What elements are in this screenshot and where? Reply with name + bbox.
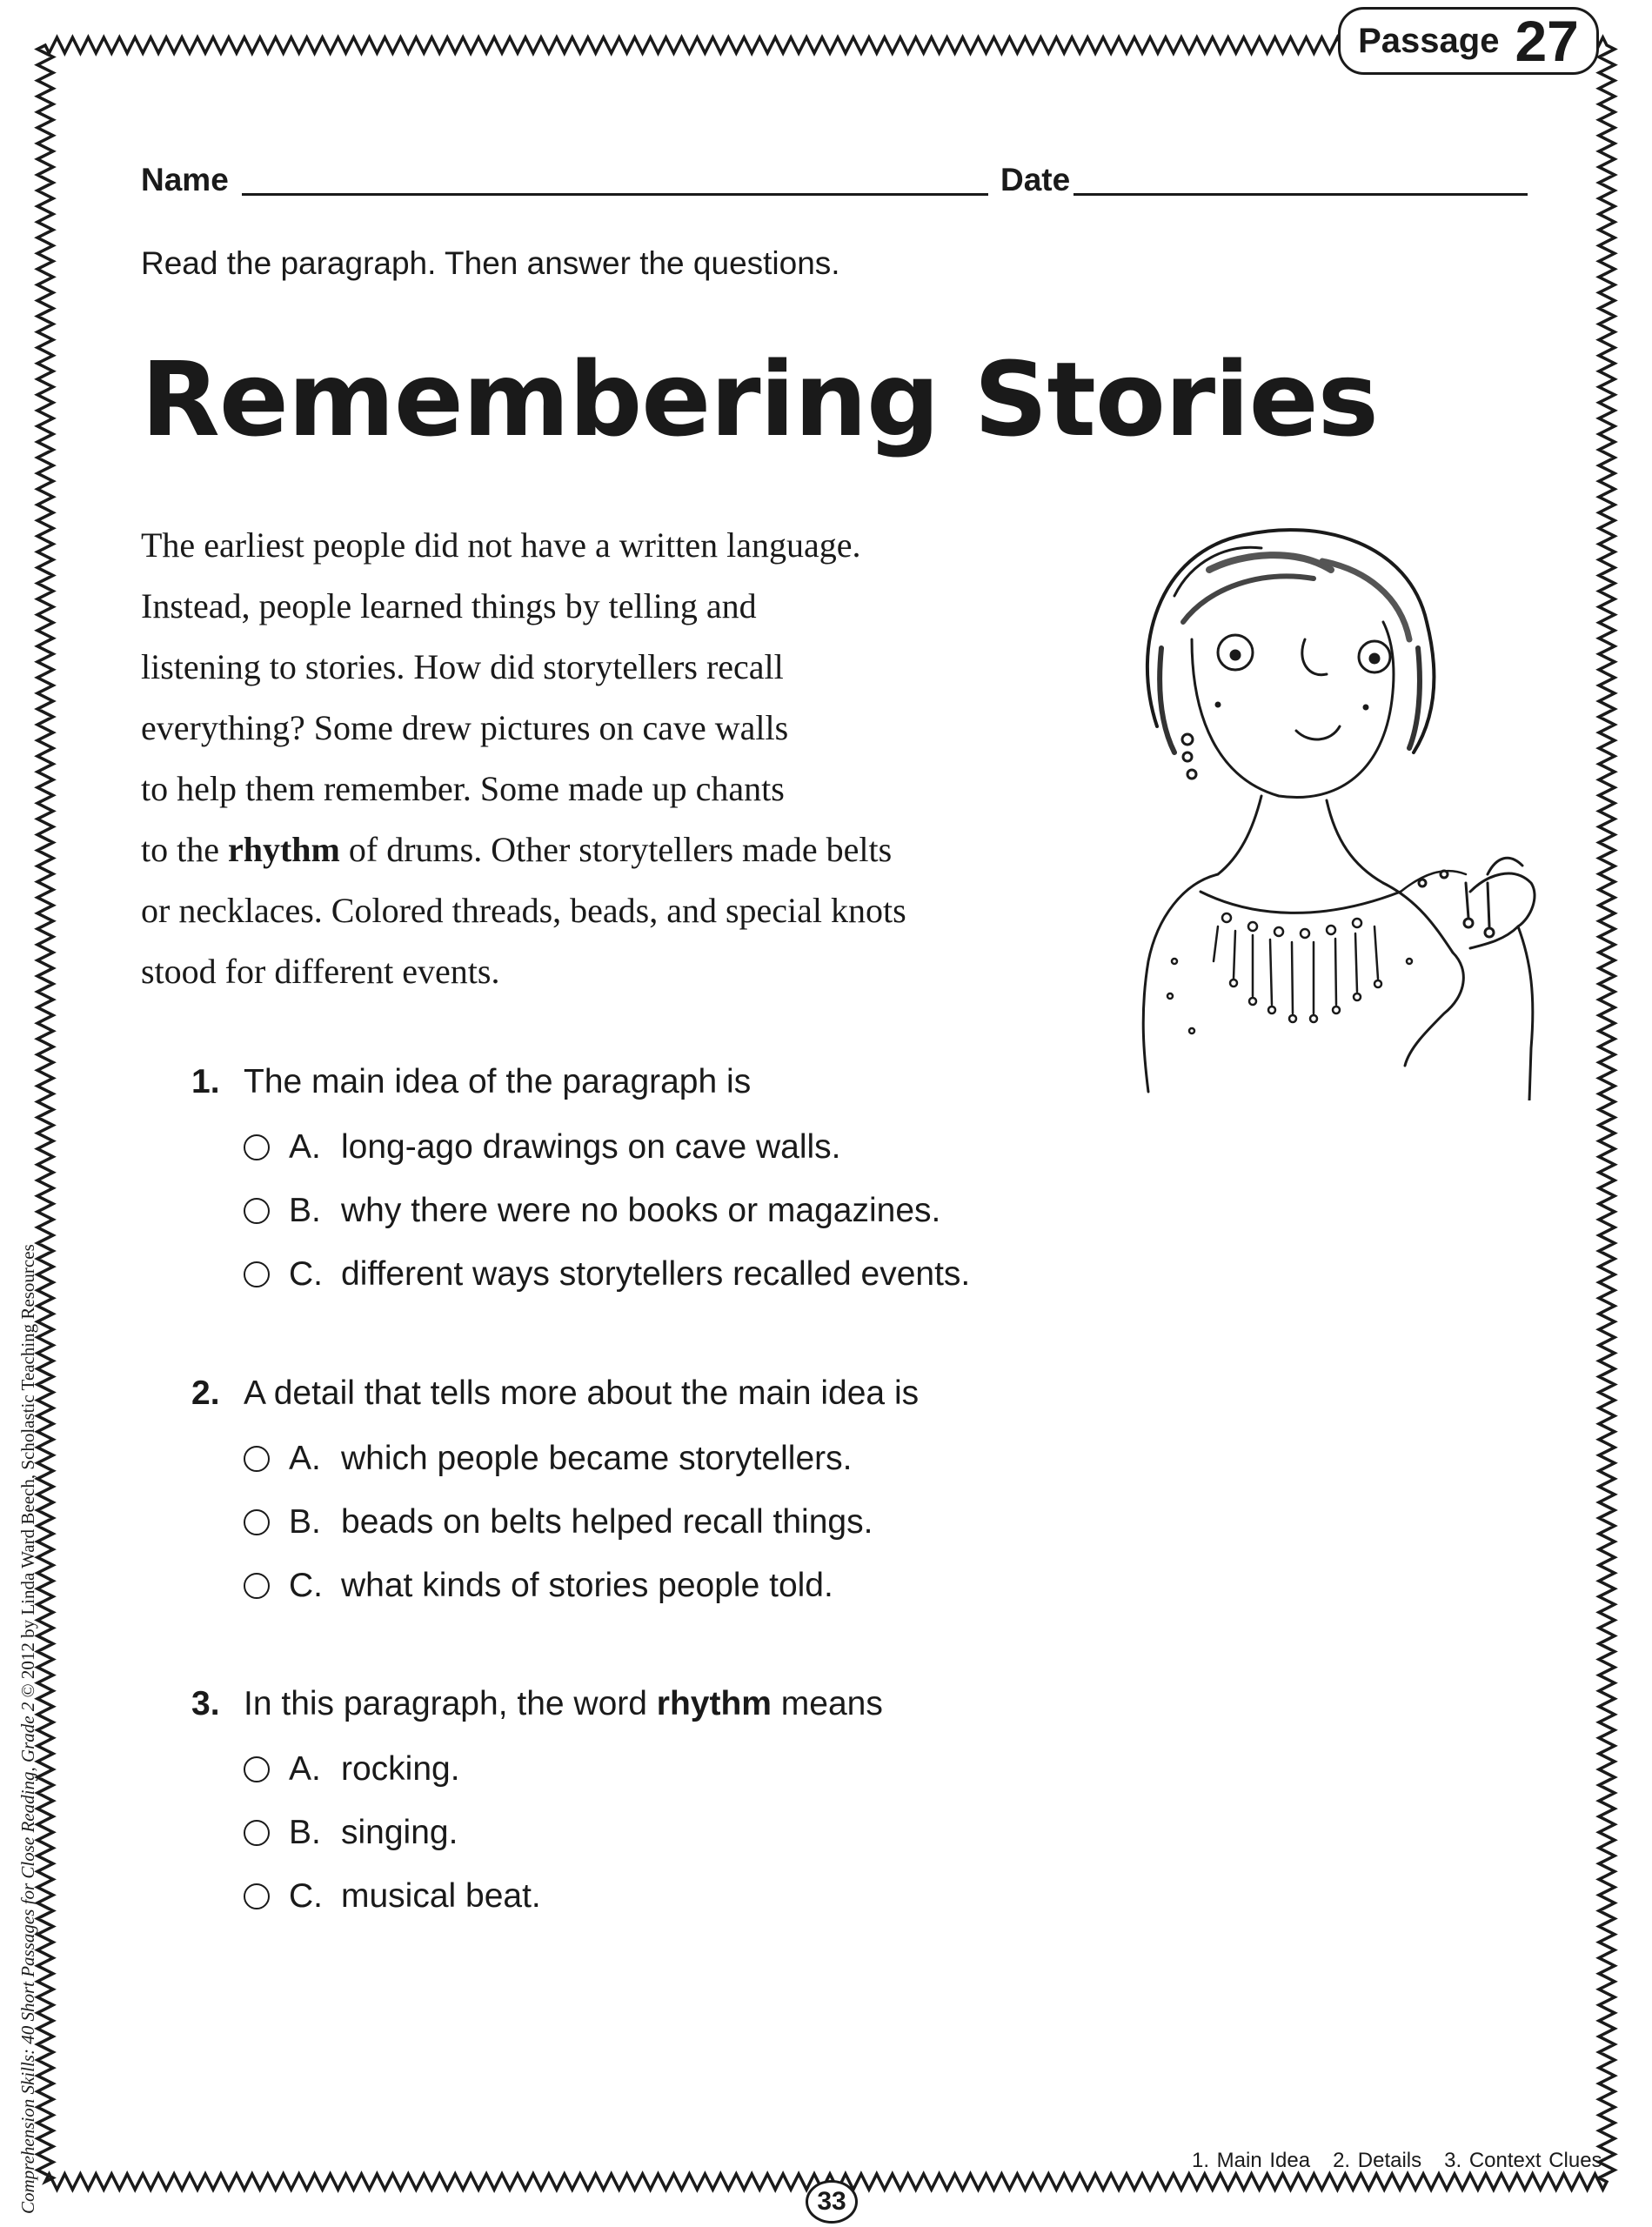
option-letter: C. [289, 1876, 323, 1915]
page-number: 33 [806, 2180, 858, 2224]
radio-button[interactable] [244, 1198, 270, 1224]
passage-text: to the [141, 830, 228, 869]
question-stem: means [771, 1685, 883, 1722]
question-1 [191, 1063, 970, 1306]
passage-line: to help them remember. Some made up chants [141, 769, 785, 808]
option-text: musical beat. [341, 1876, 541, 1915]
radio-button[interactable] [244, 1756, 270, 1782]
passage-line [141, 819, 1080, 880]
passage-text: of drums. Other storytellers made belts [339, 830, 893, 869]
option-letter: C. [289, 1254, 323, 1293]
option-letter: B. [289, 1502, 321, 1541]
credit-text: © 2012 by Linda Ward Beech, Scholastic Teaching Resources [17, 1244, 38, 1702]
answer-option[interactable] [244, 1242, 970, 1306]
vocabulary-word: rhythm [227, 830, 340, 869]
option-text: what kinds of stories people told. [341, 1566, 833, 1604]
option-text: different ways storytellers recalled events. [341, 1254, 971, 1293]
answer-option[interactable] [244, 1864, 883, 1928]
option-letter: A. [289, 1127, 321, 1166]
option-letter: B. [289, 1813, 321, 1851]
answer-option[interactable] [244, 1554, 919, 1617]
radio-button[interactable] [244, 1573, 270, 1599]
radio-button[interactable] [244, 1883, 270, 1909]
radio-button[interactable] [244, 1261, 270, 1287]
answer-option[interactable] [244, 1801, 883, 1864]
question-stem: A detail that tells more about the main idea is [244, 1374, 920, 1412]
radio-button[interactable] [244, 1820, 270, 1846]
passage-badge [1338, 7, 1599, 75]
copyright-credit [17, 1244, 39, 2214]
date-label: Date [1000, 162, 1071, 197]
radio-button[interactable] [244, 1509, 270, 1535]
answer-option[interactable] [244, 1179, 970, 1242]
question-2 [191, 1374, 919, 1617]
option-text: which people became storytellers. [341, 1439, 853, 1477]
question-number: 3. [191, 1685, 220, 1722]
option-text: beads on belts helped recall things. [341, 1502, 873, 1541]
page-title: Remembering Stories [141, 339, 1378, 459]
skills-list: 1. Main Idea 2. Details 3. Context Clues [1192, 2149, 1602, 2172]
option-text: why there were no books or magazines. [341, 1191, 941, 1229]
answer-option[interactable] [244, 1427, 919, 1490]
passage-line: Instead, people learned things by telling and [141, 586, 757, 625]
option-letter: A. [289, 1439, 321, 1477]
passage-label: Passage [1358, 21, 1500, 60]
question-number: 2. [191, 1374, 220, 1412]
vocabulary-word: rhythm [656, 1685, 772, 1722]
date-field[interactable] [1073, 193, 1528, 196]
question-3 [191, 1685, 883, 1928]
answer-option[interactable] [244, 1737, 883, 1801]
instructions: Read the paragraph. Then answer the questions. [141, 245, 840, 281]
question-stem: In this paragraph, the word [244, 1685, 657, 1722]
passage-line: everything? Some drew pictures on cave walls [141, 708, 789, 747]
option-text: long-ago drawings on cave walls. [341, 1127, 841, 1166]
option-text: singing. [341, 1813, 458, 1851]
passage-number: 27 [1515, 9, 1579, 73]
reading-passage [141, 515, 1080, 1002]
option-letter: A. [289, 1749, 321, 1788]
option-letter: C. [289, 1566, 323, 1604]
radio-button[interactable] [244, 1134, 270, 1160]
name-label: Name [141, 162, 229, 197]
storyteller-illustration [1122, 509, 1557, 1100]
option-letter: B. [289, 1191, 321, 1229]
name-field[interactable] [242, 193, 988, 196]
passage-line: The earliest people did not have a written language. [141, 525, 861, 565]
radio-button[interactable] [244, 1446, 270, 1472]
answer-option[interactable] [244, 1115, 970, 1179]
question-stem: The main idea of the paragraph is [244, 1063, 752, 1100]
book-title: Comprehension Skills: 40 Short Passages for Close Reading, Grade 2 [17, 1702, 38, 2214]
passage-line: stood for different events. [141, 952, 500, 991]
passage-line: listening to stories. How did storytellers recall [141, 647, 784, 686]
option-text: rocking. [341, 1749, 460, 1788]
answer-option[interactable] [244, 1490, 919, 1554]
passage-line: or necklaces. Colored threads, beads, and special knots [141, 891, 906, 930]
question-number: 1. [191, 1063, 220, 1100]
